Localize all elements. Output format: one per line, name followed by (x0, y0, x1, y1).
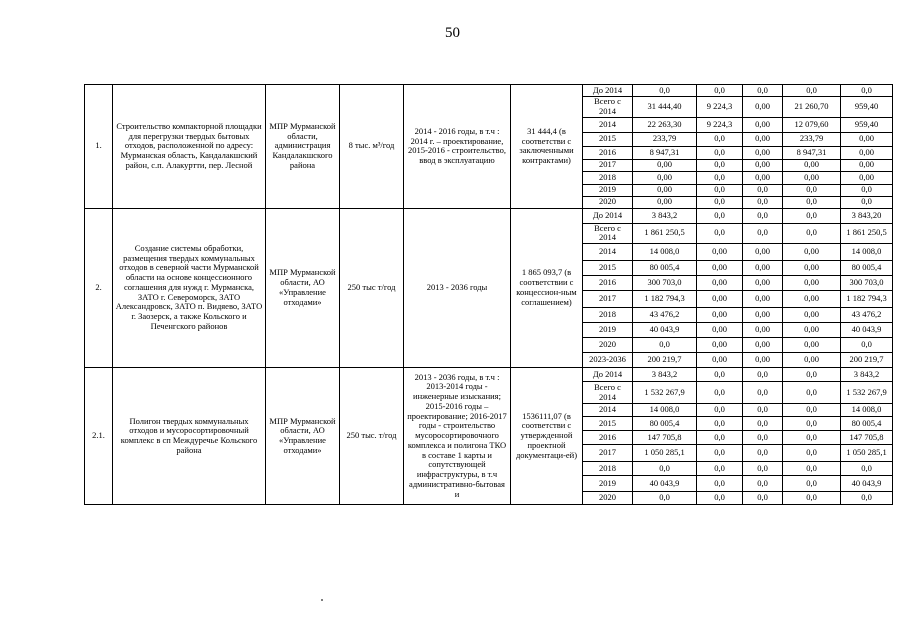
value-cell: 959,40 (841, 117, 893, 132)
value-cell: 1 050 285,1 (841, 445, 893, 462)
value-cell: 147 705,8 (841, 431, 893, 445)
year-cell: 2019 (583, 476, 633, 492)
year-cell: 2023-2036 (583, 353, 633, 368)
value-cell: 0,0 (783, 208, 841, 223)
value-cell: 0,0 (633, 462, 697, 476)
value-cell: 0,0 (783, 382, 841, 404)
value-cell: 0,00 (743, 308, 783, 323)
value-cell: 0,00 (743, 353, 783, 368)
project-capacity: 250 тыс. т/год (340, 368, 404, 505)
year-cell: 2015 (583, 132, 633, 146)
value-cell: 0,00 (697, 261, 743, 276)
value-cell: 0,0 (697, 368, 743, 382)
year-cell: До 2014 (583, 85, 633, 97)
value-cell: 0,0 (743, 445, 783, 462)
value-cell: 8 947,31 (783, 146, 841, 159)
value-cell: 43 476,2 (841, 308, 893, 323)
value-cell: 0,00 (841, 171, 893, 184)
value-cell: 0,00 (743, 323, 783, 338)
value-cell: 0,0 (633, 338, 697, 353)
value-cell: 0,0 (743, 431, 783, 445)
value-cell: 0,00 (697, 276, 743, 291)
value-cell: 0,0 (783, 492, 841, 505)
value-cell: 0,0 (743, 492, 783, 505)
table-row (85, 368, 893, 382)
value-cell: 1 532 267,9 (633, 382, 697, 404)
value-cell: 0,00 (697, 353, 743, 368)
project-description: Полигон твердых коммунальных отходов и мусоросортировочный комплекс в сп Междуречье Кольского района (113, 368, 266, 505)
year-cell: 2019 (583, 323, 633, 338)
value-cell: 233,79 (633, 132, 697, 146)
value-cell: 0,0 (841, 85, 893, 97)
responsible-organization: МПР Мурманской области, администрация Кандалакшского района (266, 85, 340, 209)
project-timeline: 2013 - 2036 годы, в т.ч : 2013-2014 годы - инженерные изыскания; 2015-2016 годы – проектирование; 2016-2017 годы - строительство мусоросортировочного комплекса и полигона ТКО в составе 1 карты и сопутствующей инфраструктуры, в т.ч административно-бытовая и (404, 368, 511, 505)
value-cell: 959,40 (841, 97, 893, 118)
value-cell: 0,0 (783, 404, 841, 417)
value-cell: 1 050 285,1 (633, 445, 697, 462)
value-cell: 14 008,0 (633, 404, 697, 417)
value-cell: 0,0 (697, 171, 743, 184)
value-cell: 0,00 (743, 171, 783, 184)
year-cell: 2016 (583, 276, 633, 291)
year-cell: 2018 (583, 308, 633, 323)
value-cell: 0,0 (743, 382, 783, 404)
value-cell: 80 005,4 (841, 261, 893, 276)
project-total-cost: 1536111,07 (в соответстви с утвержденной проектной документаци-ей) (511, 368, 583, 505)
value-cell: 21 260,70 (783, 97, 841, 118)
value-cell: 0,00 (633, 196, 697, 208)
project-total-cost: 31 444,4 (в соответстви с заключенными контрактами) (511, 85, 583, 209)
year-cell: 2015 (583, 261, 633, 276)
value-cell: 0,0 (743, 184, 783, 196)
value-cell: 40 043,9 (633, 476, 697, 492)
value-cell: 0,00 (783, 261, 841, 276)
value-cell: 0,0 (783, 476, 841, 492)
year-cell: До 2014 (583, 208, 633, 223)
value-cell: 9 224,3 (697, 117, 743, 132)
value-cell: 0,0 (743, 462, 783, 476)
year-cell: 2014 (583, 117, 633, 132)
table-row (85, 85, 893, 97)
value-cell: 0,0 (783, 196, 841, 208)
project-number: 2. (85, 208, 113, 368)
table-row (85, 208, 893, 223)
value-cell: 0,0 (697, 404, 743, 417)
value-cell: 0,00 (841, 132, 893, 146)
value-cell: 0,0 (783, 417, 841, 431)
year-cell: 2014 (583, 404, 633, 417)
value-cell: 0,00 (783, 323, 841, 338)
value-cell: 0,00 (633, 171, 697, 184)
project-timeline: 2014 - 2016 годы, в т.ч : 2014 г. – проектирование, 2015-2016 - строительство, ввод в эксплуатацию (404, 85, 511, 209)
year-cell: 2018 (583, 171, 633, 184)
year-cell: Всего с 2014 (583, 382, 633, 404)
value-cell: 0,0 (783, 431, 841, 445)
value-cell: 0,0 (841, 338, 893, 353)
value-cell: 0,0 (633, 492, 697, 505)
value-cell: 0,0 (783, 184, 841, 196)
value-cell: 0,00 (743, 291, 783, 308)
value-cell: 0,0 (697, 208, 743, 223)
value-cell: 0,0 (743, 223, 783, 244)
value-cell: 0,0 (841, 492, 893, 505)
value-cell: 0,00 (783, 338, 841, 353)
project-description: Строительство компакторной площадки для перегрузки твердых бытовых отходов, расположенной по адресу: Мурманская область, Кандалакшский район, с.п. Алакуртти, пер. Лесной (113, 85, 266, 209)
year-cell: 2017 (583, 291, 633, 308)
year-cell: 2017 (583, 159, 633, 171)
value-cell: 0,0 (697, 445, 743, 462)
year-cell: 2015 (583, 417, 633, 431)
project-description: Создание системы обработки, размещения твердых коммунальных отходов в северной части Мурманской области на основе концессионного соглашения для нужд г. Мурманска, ЗАТО г. Североморск, ЗАТО Александровск, ЗАТО п. Видяево, ЗАТО г. Заозерск, а также Кольского и Печенгского районов (113, 208, 266, 368)
value-cell: 233,79 (783, 132, 841, 146)
value-cell: 0,00 (783, 276, 841, 291)
year-cell: 2016 (583, 146, 633, 159)
year-cell: 2020 (583, 492, 633, 505)
value-cell: 0,0 (697, 223, 743, 244)
value-cell: 200 219,7 (633, 353, 697, 368)
project-capacity: 250 тыс т/год (340, 208, 404, 368)
year-cell: 2017 (583, 445, 633, 462)
investment-table (84, 84, 893, 505)
value-cell: 80 005,4 (633, 417, 697, 431)
value-cell: 0,0 (783, 368, 841, 382)
year-cell: 2020 (583, 338, 633, 353)
value-cell: 300 703,0 (841, 276, 893, 291)
value-cell: 0,0 (783, 445, 841, 462)
value-cell: 0,0 (697, 196, 743, 208)
year-cell: 2019 (583, 184, 633, 196)
value-cell: 0,0 (783, 462, 841, 476)
value-cell: 40 043,9 (633, 323, 697, 338)
value-cell: 0,00 (743, 117, 783, 132)
value-cell: 0,00 (697, 323, 743, 338)
project-capacity: 8 тыс. м³/год (340, 85, 404, 209)
responsible-organization: МПР Мурманской области, АО «Управление отходами» (266, 368, 340, 505)
value-cell: 43 476,2 (633, 308, 697, 323)
page-number: 50 (445, 25, 460, 41)
value-cell: 0,00 (697, 308, 743, 323)
responsible-organization: МПР Мурманской области, АО «Управление отходами» (266, 208, 340, 368)
value-cell: 0,0 (743, 208, 783, 223)
value-cell: 1 182 794,3 (841, 291, 893, 308)
value-cell: 14 008,0 (841, 244, 893, 261)
value-cell: 0,00 (743, 338, 783, 353)
value-cell: 147 705,8 (633, 431, 697, 445)
project-number: 1. (85, 85, 113, 209)
year-cell: 2018 (583, 462, 633, 476)
value-cell: 0,0 (743, 404, 783, 417)
value-cell: 0,00 (743, 132, 783, 146)
value-cell: 40 043,9 (841, 476, 893, 492)
value-cell: 3 843,2 (633, 208, 697, 223)
value-cell: 1 861 250,5 (633, 223, 697, 244)
value-cell: 1 182 794,3 (633, 291, 697, 308)
value-cell: 0,0 (697, 184, 743, 196)
value-cell: 0,0 (697, 431, 743, 445)
project-total-cost: 1 865 093,7 (в соответствии с концессион-ным соглашением) (511, 208, 583, 368)
value-cell: 1 861 250,5 (841, 223, 893, 244)
year-cell: До 2014 (583, 368, 633, 382)
value-cell: 0,0 (841, 462, 893, 476)
value-cell: 0,0 (783, 85, 841, 97)
value-cell: 0,0 (697, 382, 743, 404)
value-cell: 0,00 (783, 171, 841, 184)
scan-speck (321, 599, 323, 601)
value-cell: 9 224,3 (697, 97, 743, 118)
value-cell: 0,0 (697, 476, 743, 492)
year-cell: 2016 (583, 431, 633, 445)
value-cell: 22 263,30 (633, 117, 697, 132)
value-cell: 0,00 (743, 244, 783, 261)
value-cell: 80 005,4 (841, 417, 893, 431)
value-cell: 0,0 (697, 146, 743, 159)
value-cell: 0,0 (841, 184, 893, 196)
value-cell: 0,00 (633, 184, 697, 196)
value-cell: 14 008,0 (841, 404, 893, 417)
value-cell: 0,00 (697, 338, 743, 353)
value-cell: 3 843,20 (841, 208, 893, 223)
value-cell: 0,00 (633, 159, 697, 171)
value-cell: 0,0 (743, 85, 783, 97)
value-cell: 3 843,2 (841, 368, 893, 382)
value-cell: 3 843,2 (633, 368, 697, 382)
year-cell: Всего с 2014 (583, 223, 633, 244)
value-cell: 0,0 (697, 85, 743, 97)
value-cell: 0,00 (743, 159, 783, 171)
value-cell: 0,0 (697, 417, 743, 431)
value-cell: 200 219,7 (841, 353, 893, 368)
value-cell: 8 947,31 (633, 146, 697, 159)
value-cell: 0,00 (743, 146, 783, 159)
value-cell: 0,00 (841, 159, 893, 171)
value-cell: 0,0 (633, 85, 697, 97)
year-cell: 2014 (583, 244, 633, 261)
value-cell: 0,00 (743, 276, 783, 291)
project-number: 2.1. (85, 368, 113, 505)
value-cell: 0,00 (743, 261, 783, 276)
value-cell: 0,0 (841, 196, 893, 208)
value-cell: 40 043,9 (841, 323, 893, 338)
value-cell: 300 703,0 (633, 276, 697, 291)
value-cell: 0,00 (783, 244, 841, 261)
value-cell: 0,00 (697, 291, 743, 308)
value-cell: 14 008,0 (633, 244, 697, 261)
value-cell: 31 444,40 (633, 97, 697, 118)
value-cell: 0,0 (743, 196, 783, 208)
year-cell: Всего с 2014 (583, 97, 633, 118)
value-cell: 0,00 (783, 353, 841, 368)
year-cell: 2020 (583, 196, 633, 208)
value-cell: 0,0 (697, 492, 743, 505)
value-cell: 0,0 (697, 462, 743, 476)
value-cell: 0,0 (783, 223, 841, 244)
value-cell: 0,00 (783, 308, 841, 323)
value-cell: 80 005,4 (633, 261, 697, 276)
value-cell: 0,0 (743, 368, 783, 382)
value-cell: 0,00 (697, 244, 743, 261)
value-cell: 0,00 (783, 291, 841, 308)
value-cell: 1 532 267,9 (841, 382, 893, 404)
value-cell: 0,0 (697, 159, 743, 171)
value-cell: 0,0 (697, 132, 743, 146)
value-cell: 0,00 (783, 159, 841, 171)
value-cell: 0,00 (841, 146, 893, 159)
project-timeline: 2013 - 2036 годы (404, 208, 511, 368)
value-cell: 0,0 (743, 476, 783, 492)
value-cell: 0,0 (743, 417, 783, 431)
value-cell: 12 079,60 (783, 117, 841, 132)
value-cell: 0,00 (743, 97, 783, 118)
